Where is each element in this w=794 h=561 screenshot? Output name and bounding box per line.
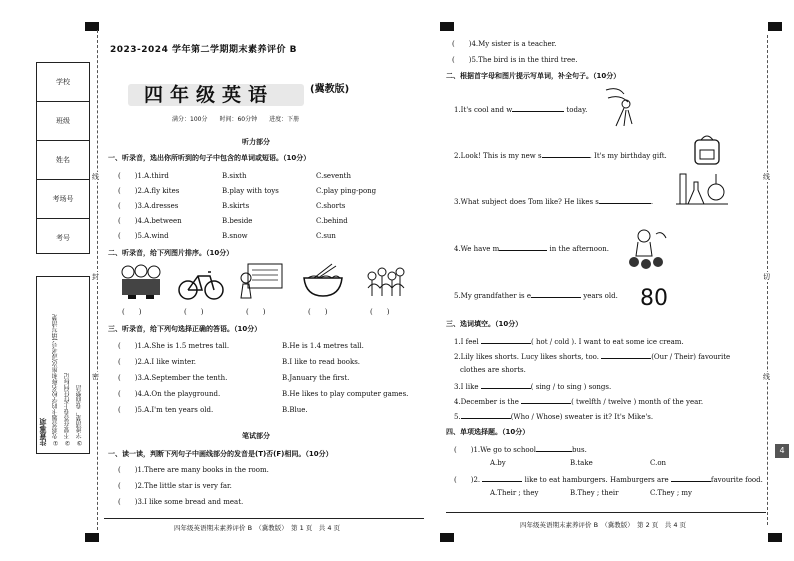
answer-blank[interactable] [461,411,511,419]
option: B.He likes to play computer games. [282,390,409,398]
subject-title: 四年级英语 [144,84,275,106]
question-item: ( )2.The little star is very far. [118,482,232,490]
answer-blank[interactable] [601,351,651,359]
corner-mark [768,22,782,31]
answer-bracket[interactable]: ( ) [308,308,328,316]
wind-picture [602,84,642,128]
option: C.on [650,459,667,467]
section-title: 三、听录音，给下列句选择正确的答语。（10分） [108,325,262,333]
question-item: ( )1.A.She is 1.5 metres tall. [118,342,230,350]
page-tab: 4 [775,444,789,458]
fill-blank-item: clothes are shorts. [460,366,526,374]
note-item: ②不要在答卷上作任何标记 [64,373,71,446]
fill-blank-item: 2.Look! This is my new s . It's my birthday gift. [454,152,667,160]
cut-mark: 封 [92,273,99,281]
section-title: 三、选词填空。（10分） [446,320,523,328]
section-title: 一、听录音，选出你所听到的句子中包含的单词或短语。（10分） [108,154,311,162]
answer-blank[interactable] [542,150,590,158]
question-item: ( )4.A.between [118,217,182,225]
option: C.They ; my [650,489,693,497]
answer-blank[interactable] [481,381,531,389]
fill-blank-item: 3.What subject does Tom like? He likes s . [454,198,654,206]
answer-blank[interactable] [531,290,581,298]
fill-blank-item: 1.I feel ( hot / cold ). I want to eat some ice cream. [454,338,684,346]
question-item: ( )5.A.wind [118,232,169,240]
music-class-picture [626,226,672,272]
question-item: ( )4.My sister is a teacher. [452,40,557,48]
option: B.Blue. [282,406,308,414]
answer-blank[interactable] [499,243,547,251]
section-title: 二、听录音，给下列图片排序。（10分） [108,249,234,257]
fill-blank-item: 1.It's cool and w today. [454,106,588,114]
note-item: ③字迹清楚，卷面整洁 [76,385,83,446]
question-item: ( )5.A.I'm ten years old. [118,406,214,414]
answer-blank[interactable] [512,104,564,112]
option: B.They ; their [570,489,619,497]
question-item: ( )3.A.September the tenth. [118,374,228,382]
answer-blank[interactable] [481,336,531,344]
answer-blank[interactable] [482,474,522,482]
page-footer: 四年级英语期末素养评价 B （冀教版） 第 2 页 共 4 页 [520,521,687,529]
option: B.take [570,459,593,467]
option: C.sun [316,232,336,240]
option: A.Their ; they [490,489,539,497]
question-item: ( )2. like to eat hamburgers. Hamburgers are favourite food. [454,476,763,484]
option: B.skirts [222,202,250,210]
question-item: ( )2.A.I like winter. [118,358,196,366]
exam-info: 满分：100分 时间：60分钟 进度：下册 [172,116,300,123]
cut-mark: 切 [763,273,770,281]
notes-title: 注意事项 [39,418,47,446]
answer-bracket[interactable]: ( ) [184,308,204,316]
cut-mark: 线 [763,373,770,381]
corner-mark [85,533,99,542]
question-item: ( )1.There are many books in the room. [118,466,269,474]
corner-mark [768,533,782,542]
corner-mark [440,533,454,542]
question-item: ( )3.A.dresses [118,202,179,210]
science-lab-picture [674,168,730,210]
question-item: ( )4.A.On the playground. [118,390,221,398]
fill-blank-item: 5.My grandfather is e years old. [454,292,618,300]
option: B.He is 1.4 metres tall. [282,342,364,350]
question-item: ( )5.The bird is in the third tree. [452,56,578,64]
field-school[interactable]: 学校 [37,63,89,102]
option: C.play ping-pong [316,187,377,195]
question-item: ( )3.I like some bread and meat. [118,498,244,506]
flowers-picture [362,260,408,300]
answer-bracket[interactable]: ( ) [246,308,266,316]
option: C.shorts [316,202,346,210]
option: B.snow [222,232,248,240]
student-info-box [36,62,90,254]
field-exam-room[interactable]: 考场号 [37,180,89,219]
answer-blank[interactable] [521,396,571,404]
fill-blank-item: 5. (Who / Whose) sweater is it? It's Mike's. [454,413,654,421]
footer-rule [104,518,424,519]
answer-blank[interactable] [599,196,651,204]
section-heading: 听力部分 [242,138,270,146]
edition-label: (冀教版) [310,84,350,95]
field-exam-number[interactable]: 考号 [56,234,70,242]
schoolbag-picture [690,132,724,166]
fill-blank-item: 4.December is the ( twelfth / twelve ) month of the year. [454,398,704,406]
question-item: ( )1.A.third [118,172,169,180]
option: A.by [490,459,506,467]
exam-title: 2023-2024 学年第二学期期末素养评价 B [110,45,297,55]
option: B.play with toys [222,187,279,195]
option: B.sixth [222,172,247,180]
fill-blank-item: 3.I like ( sing / to sing ) songs. [454,383,612,391]
answer-bracket[interactable]: ( ) [370,308,390,316]
notes-box [36,276,90,454]
option: C.seventh [316,172,351,180]
bicycle-picture [178,268,224,300]
question-item: ( )1.We go to school bus. [454,446,587,454]
section-heading: 笔试部分 [242,432,270,440]
page-footer: 四年级英语期末素养评价 B （冀教版） 第 1 页 共 4 页 [174,524,341,532]
fill-blank-item: 2.Lily likes shorts. Lucy likes shorts, too. (Our / Their) favourite [454,353,731,361]
answer-blank[interactable] [671,474,711,482]
number-hint: 80 [640,286,668,311]
section-title: 四、单项选择题。（10分） [446,428,530,436]
note-item: ①先将答题卡的学校名称和座次(或考号)填写清楚 [52,314,59,446]
fill-blank-item: 4.We have m in the afternoon. [454,245,609,253]
cut-mark: 线 [763,173,770,181]
corner-mark [440,22,454,31]
option: B.January the first. [282,374,350,382]
option: B.I like to read books. [282,358,361,366]
field-class[interactable]: 班级 [37,102,89,141]
field-name[interactable]: 姓名 [37,141,89,180]
option: B.beside [222,217,253,225]
answer-blank[interactable] [536,444,572,452]
option: C.behind [316,217,348,225]
section-title: 一、读一读，判断下列句子中画线部分的发音是(T)否(F)相同。（10分） [108,450,333,458]
cut-mark: 密 [92,373,99,381]
family-picture [116,262,166,300]
footer-rule [446,512,766,513]
question-item: ( )2.A.fly kites [118,187,180,195]
noodles-picture [300,262,346,300]
section-title: 二、根据首字母和图片提示写单词，补全句子。（10分） [446,72,621,80]
answer-bracket[interactable]: ( ) [122,308,142,316]
cut-mark: 线 [92,173,99,181]
teacher-board-picture [238,262,284,300]
